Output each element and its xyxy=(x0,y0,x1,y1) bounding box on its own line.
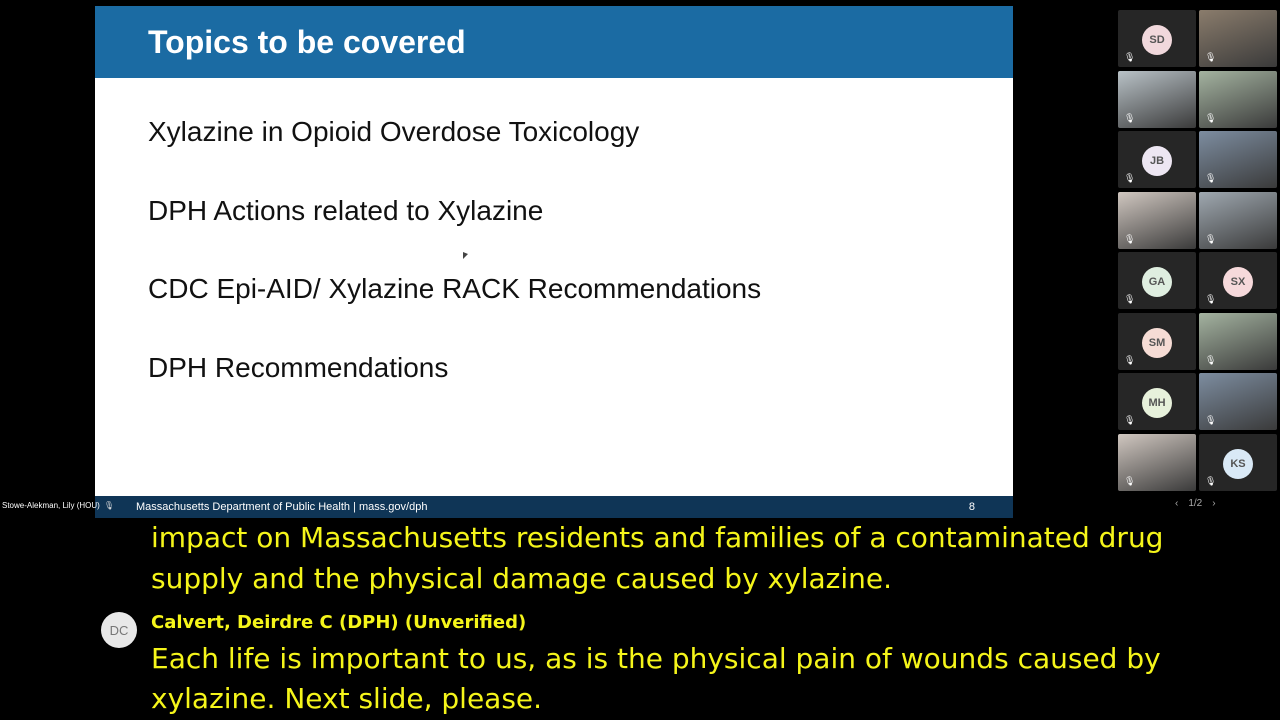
participant-tile[interactable] xyxy=(1118,373,1196,430)
caption-line: Each life is important to us, as is the physical pain of wounds caused by xyxy=(151,642,1161,675)
mic-off-icon: 🎙 xyxy=(1124,294,1136,304)
topic-item: DPH Actions related to Xylazine xyxy=(148,195,544,226)
mic-off-icon: 🎙 xyxy=(1205,173,1217,183)
participant-tile[interactable] xyxy=(1118,71,1196,128)
topic-item: CDC Epi-AID/ Xylazine RACK Recommendations xyxy=(148,273,762,304)
mic-off-icon: 🎙 xyxy=(1205,112,1217,123)
speaker-avatar: DC xyxy=(101,612,137,648)
caption-line: supply and the physical damage caused by xylazine. xyxy=(151,562,892,595)
slide-footer xyxy=(95,496,1013,518)
mic-off-icon: 🎙 xyxy=(1124,173,1136,183)
participant-tile[interactable] xyxy=(1199,434,1277,491)
mic-off-icon: 🎙 xyxy=(1124,112,1136,123)
mic-off-icon: 🎙 xyxy=(1205,354,1217,365)
live-captions xyxy=(0,518,1280,720)
topic-item: Xylazine in Opioid Overdose Toxicology xyxy=(148,116,640,147)
pager-prev-icon[interactable]: ‹ xyxy=(1175,498,1179,509)
participant-tile[interactable] xyxy=(1118,192,1196,249)
participant-avatar: KS xyxy=(1223,449,1253,479)
caption-line: xylazine. Next slide, please. xyxy=(151,682,543,715)
participant-tile[interactable] xyxy=(1118,10,1196,67)
participant-tile[interactable] xyxy=(1118,252,1196,309)
mic-off-icon: 🎙 xyxy=(1124,233,1136,244)
mic-off-icon: 🎙 xyxy=(1205,475,1217,486)
participant-tile[interactable] xyxy=(1199,71,1277,128)
mic-off-icon: 🎙 xyxy=(1205,52,1217,62)
participant-tile[interactable] xyxy=(1118,313,1196,370)
presenter-name-tag xyxy=(2,500,114,512)
mic-off-icon: 🎙 xyxy=(1205,294,1217,304)
footer-text: Massachusetts Department of Public Health | mass.gov/dph xyxy=(136,501,428,513)
participant-tile[interactable] xyxy=(1199,131,1277,188)
mic-off-icon: 🎙 xyxy=(1124,52,1136,62)
slide-page-number: 8 xyxy=(968,501,975,513)
participant-tile[interactable] xyxy=(1199,313,1277,370)
mic-off-icon: 🎙 xyxy=(1124,354,1136,365)
topic-item: DPH Recommendations xyxy=(148,352,449,383)
caption-line: impact on Massachusetts residents and families of a contaminated drug xyxy=(151,521,1164,554)
participant-avatar: SX xyxy=(1223,267,1253,297)
participant-tile[interactable] xyxy=(1118,434,1196,491)
participant-avatar: SD xyxy=(1142,25,1172,55)
presenter-name: Stowe-Alekman, Lily (HOU) xyxy=(2,501,100,510)
participant-avatar: GA xyxy=(1142,267,1172,297)
participant-tile[interactable] xyxy=(1199,192,1277,249)
mic-off-icon: 🎙 xyxy=(1124,415,1136,425)
participant-avatar: JB xyxy=(1142,146,1172,176)
mouse-cursor-icon xyxy=(463,252,468,259)
pager-label: 1/2 xyxy=(1188,498,1203,509)
participant-tile[interactable] xyxy=(1199,373,1277,430)
slide-header xyxy=(95,6,1013,78)
participant-tile[interactable] xyxy=(1199,252,1277,309)
mic-off-icon: 🎙 xyxy=(1205,415,1217,425)
mic-off-icon: 🎙 xyxy=(1124,475,1136,486)
gallery-pager xyxy=(1175,498,1216,509)
caption-speaker-name: Calvert, Deirdre C (DPH) (Unverified) xyxy=(151,612,527,633)
shared-slide xyxy=(95,6,1013,496)
mic-off-icon: 🎙 xyxy=(103,501,114,510)
participant-tile[interactable] xyxy=(1199,10,1277,67)
participant-tile[interactable] xyxy=(1118,131,1196,188)
mic-off-icon: 🎙 xyxy=(1205,233,1217,244)
participant-avatar: MH xyxy=(1142,388,1172,418)
pager-next-icon[interactable]: › xyxy=(1212,498,1216,509)
participant-avatar: SM xyxy=(1142,328,1172,358)
slide-title: Topics to be covered xyxy=(148,24,466,60)
